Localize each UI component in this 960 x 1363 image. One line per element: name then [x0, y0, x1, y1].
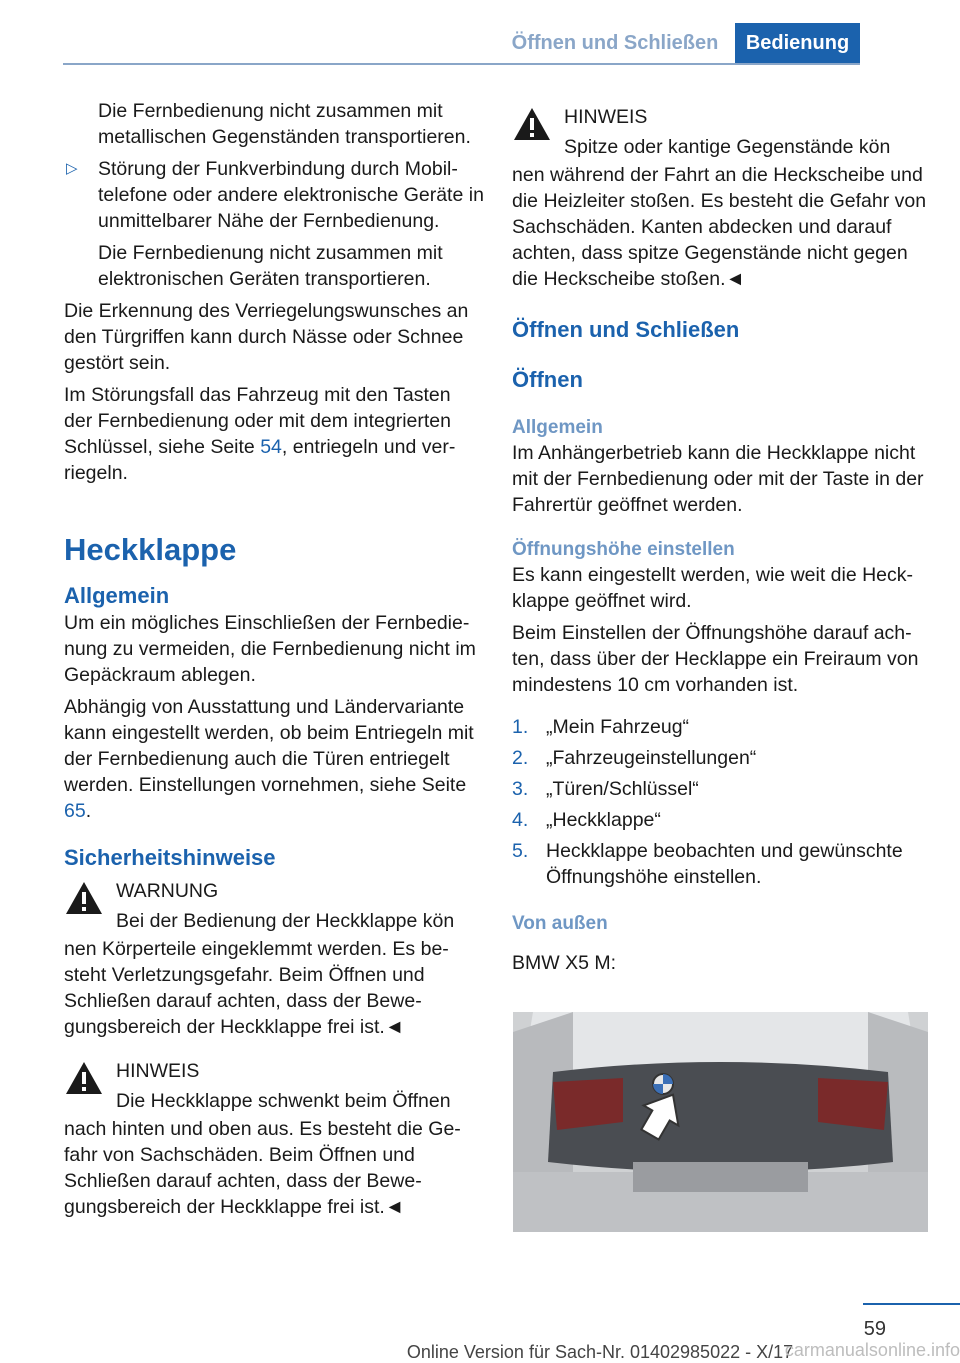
car-rear-photo: [513, 1012, 928, 1232]
notice-text-first: Spitze oder kantige Gegenstände kön: [564, 136, 891, 158]
header-section-title: Öffnen und Schließen: [511, 32, 719, 54]
warning-text: nen Körperteile eingeklemmt werden. Es besteht Verletzungsgefahr. Beim Öffnen und Schließen darauf achten, dass der Bewegungsbereich der Heckklappe frei ist.◄: [64, 938, 449, 1038]
paragraph: Im Störungsfall das Fahrzeug mit den Tasten der Fernbedienung oder mit dem integrierten Schlüssel, siehe Seite 54, entriegeln und verriegeln.: [64, 384, 456, 484]
right-column: [512, 104, 930, 982]
paragraph: Abhängig von Ausstattung und Ländervariante kann eingestellt werden, ob beim Entriegeln mit der Fernbedienung auch die Türen entriegelt werden. Einstellungen vornehmen, siehe Seite 65.: [64, 696, 474, 822]
steps-list: [512, 714, 930, 890]
page-link-65[interactable]: 65: [64, 800, 86, 822]
paragraph: Beim Einstellen der Öffnungshöhe darauf achten, dass über der Hecklappe ein Freiraum von mindestens 10 cm vorhanden ist.: [512, 622, 919, 696]
header-rule: [63, 63, 860, 65]
list-item: 4. „Heckklappe“: [512, 809, 661, 831]
heading-allgemein: Allgemein: [512, 417, 603, 438]
paragraph: Die Fernbedienung nicht zusammen mit elektronischen Geräten transportieren.: [98, 242, 443, 290]
notice-label: HINWEIS: [116, 1060, 200, 1082]
notice-label: HINWEIS: [564, 106, 648, 128]
warning-triangle-icon: [64, 880, 104, 916]
left-column: [64, 98, 484, 1226]
list-item: 2. „Fahrzeugeinstellungen“: [512, 747, 757, 769]
online-version-note: Online Version für Sach-Nr. 01402985022 - X/17: [406, 1342, 794, 1362]
list-item: 3. „Türen/Schlüssel“: [512, 778, 699, 800]
paragraph: Die Erkennung des Verriegelungswunsches an den Türgriffen kann durch Nässe oder Schnee gestört sein.: [64, 300, 469, 374]
heading-von-aussen: Von außen: [512, 913, 608, 934]
header-chapter-tab: Bedienung: [735, 23, 860, 63]
paragraph: Um ein mögliches Einschließen der Fernbedienung zu vermeiden, die Fernbedienung nicht im Gepäckraum ablegen.: [64, 612, 476, 686]
warning-triangle-icon: [512, 106, 552, 142]
notice-block: [64, 1058, 484, 1114]
paragraph: Im Anhängerbetrieb kann die Heckklappe nicht mit der Fernbedienung oder mit der Taste in der Fahrertür geöffnet werden.: [512, 442, 924, 516]
page-number: 59: [863, 1318, 886, 1340]
paragraph: Es kann eingestellt werden, wie weit die Heckklappe geöffnet wird.: [512, 564, 914, 612]
footer-rule: [863, 1303, 960, 1305]
heading-oeffnen: Öffnen: [512, 367, 583, 392]
paragraph: BMW X5 M:: [512, 952, 617, 974]
warning-block: [64, 878, 484, 934]
list-item: 5. Heckklappe beobachten und gewünschte Öffnungshöhe einstellen.: [512, 840, 903, 888]
notice-block: [512, 104, 930, 160]
notice-text-first: Die Heckklappe schwenkt beim Öffnen: [116, 1090, 451, 1112]
list-item: 1. „Mein Fahrzeug“: [512, 716, 690, 738]
triangle-bullet-icon: ▷: [66, 160, 78, 177]
list-item: [64, 156, 484, 234]
list-item-text: Störung der Funkverbindung durch Mobiltelefone oder andere elektronische Geräte in unmittelbarer Nähe der Fernbedienung.: [98, 158, 484, 232]
warning-text-first: Bei der Bedienung der Heckklappe kön: [116, 910, 455, 932]
page-link-54[interactable]: 54: [260, 436, 282, 458]
paragraph: Die Fernbedienung nicht zusammen mit metallischen Gegenständen transportieren.: [98, 100, 471, 148]
heading-oeffnen-und-schliessen: Öffnen und Schließen: [512, 317, 740, 342]
notice-text: nach hinten und oben aus. Es besteht die Gefahr von Sachschäden. Beim Öffnen und Schließen darauf achten, dass der Bewegungsbereich der Heckklappe frei ist.◄: [64, 1118, 461, 1218]
heading-sicherheitshinweise: Sicherheitshinweise: [64, 845, 276, 870]
warning-label: WARNUNG: [116, 880, 219, 902]
heading-allgemein: Allgemein: [64, 583, 170, 608]
notice-text: nen während der Fahrt an die Heckscheibe und die Heizleiter stoßen. Es besteht die Gefahr von Sachschäden. Kanten abdecken und darauf achten, dass spitze Gegenstände nicht gegen die Heckscheibe stoßen.◄: [512, 164, 927, 290]
heading-heckklappe: Heckklappe: [64, 532, 237, 567]
warning-triangle-icon: [64, 1060, 104, 1096]
watermark: carmanualsonline.info: [784, 1340, 960, 1360]
car-illustration: [513, 1012, 928, 1232]
heading-oeffnungshoehe-einstellen: Öffnungshöhe einstellen: [512, 539, 735, 560]
